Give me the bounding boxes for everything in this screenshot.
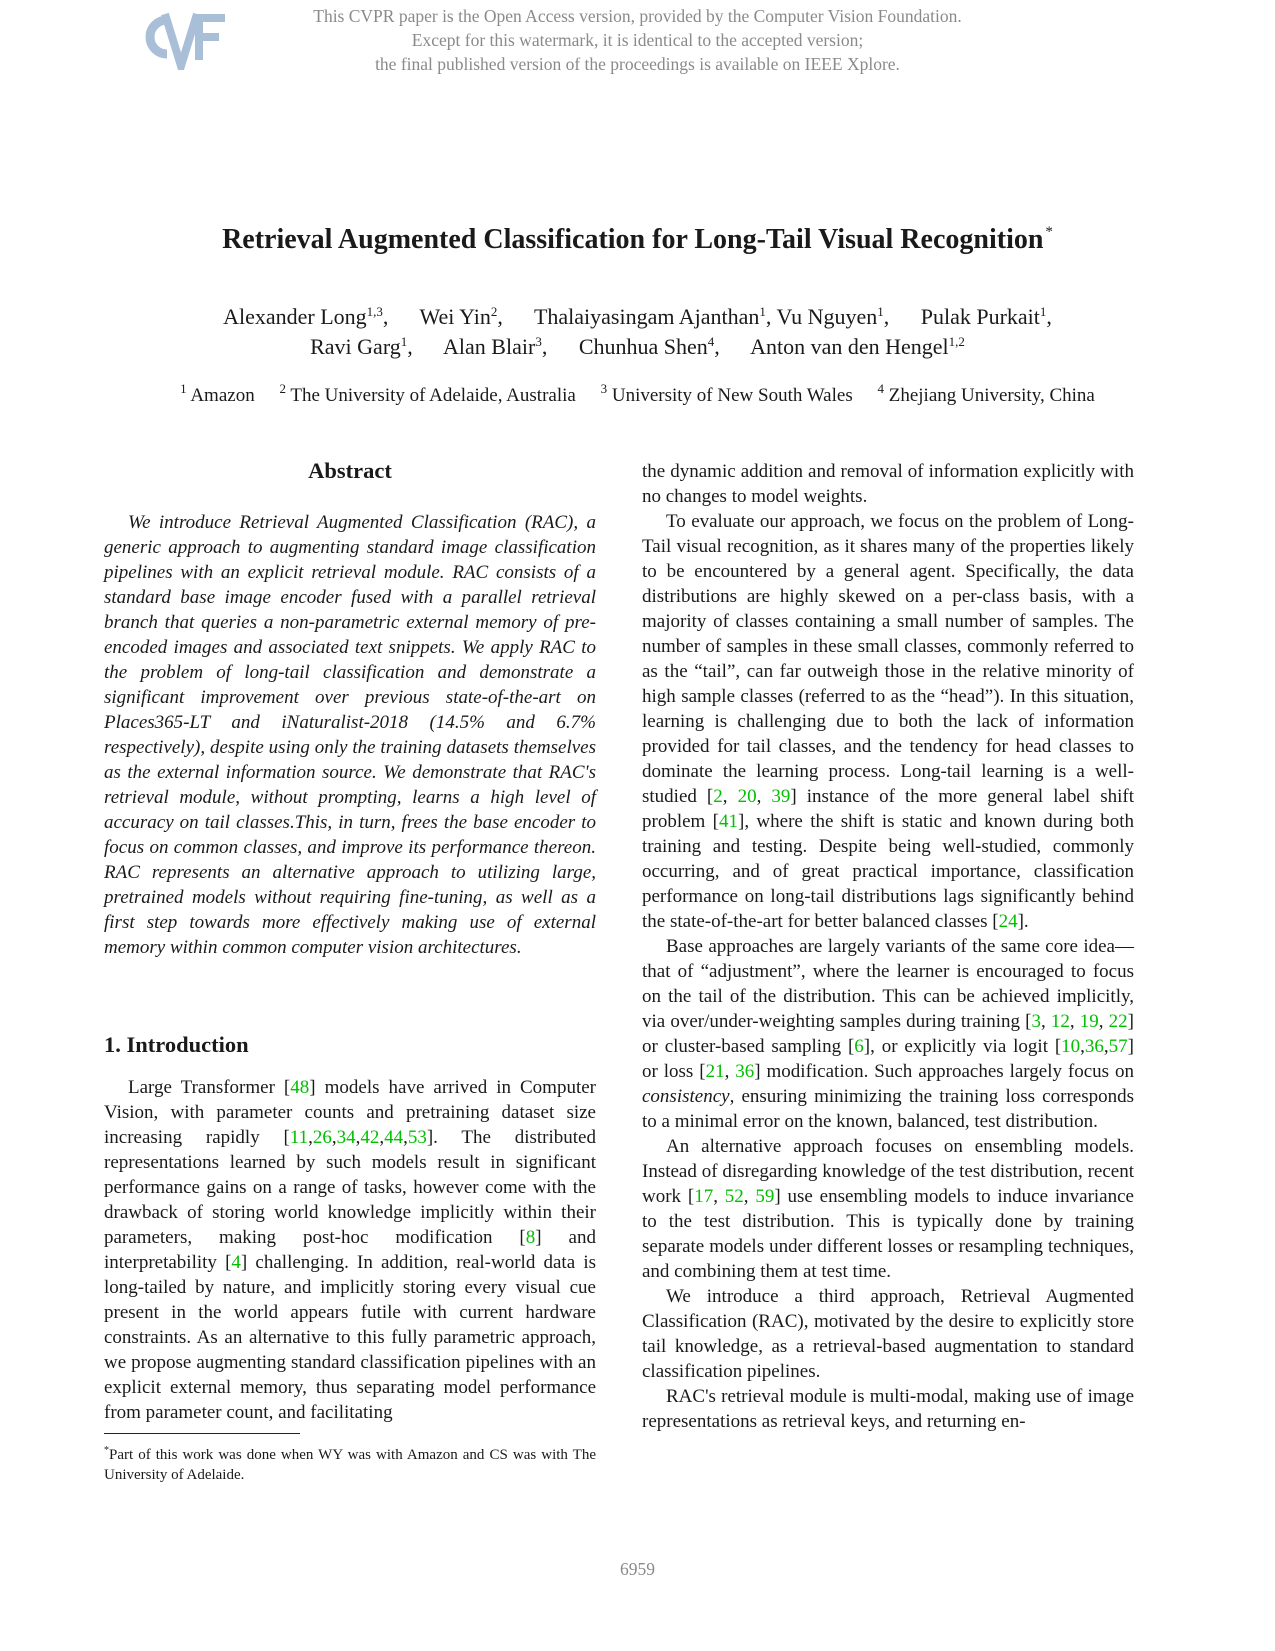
citation-link[interactable]: 39: [771, 786, 791, 807]
citation-link[interactable]: 48: [290, 1077, 310, 1098]
affiliation: $^1$ Amazon: [180, 381, 255, 406]
author: Alan Blair$^3$,: [443, 334, 548, 359]
citation-link[interactable]: 19: [1079, 1011, 1099, 1032]
paragraph: We introduce a third approach, Retrieval Augmented Classification (RAC), motivated by the desire to explicitly store tail knowledge, as a retrieval-based augmentation to standard classification pipelines.: [642, 1286, 1134, 1382]
citation-link[interactable]: 57: [1108, 1036, 1128, 1057]
citation-link[interactable]: 41: [719, 811, 738, 832]
citation-link[interactable]: 2: [713, 786, 723, 807]
section-heading-introduction: 1. Introduction: [104, 1032, 249, 1057]
paragraph: Base approaches are largely variants of the same core idea—that of “adjustment”, where the learner is encouraged to focus on the tail of the distribution. This can be achieved implicitly, via over/under-weighting samples during training [3, 12, 19, 22] or cluster-based sampling [6], or explicitly via logit [10,36,57] or loss [21, 36] modification. Such approaches largely focus on consistency, ensuring minimizing the training loss corresponds to a minimal error on the known, balanced, test distribution.: [642, 936, 1134, 1132]
citation-link[interactable]: 22: [1108, 1011, 1128, 1032]
citation-link[interactable]: 42: [360, 1127, 380, 1148]
citation-link[interactable]: 59: [755, 1186, 775, 1207]
citation-link[interactable]: 21: [705, 1061, 725, 1082]
citation-link[interactable]: 4: [231, 1252, 241, 1273]
paragraph: the dynamic addition and removal of information explicitly with no changes to model weights.: [642, 461, 1134, 507]
citation-link[interactable]: 53: [407, 1127, 427, 1148]
citation-link[interactable]: 34: [336, 1127, 356, 1148]
affiliations: [0, 376, 1275, 409]
citation-link[interactable]: 10: [1061, 1036, 1081, 1057]
paper-title: [0, 214, 1275, 258]
introduction-body: [104, 1075, 596, 1425]
paragraph: To evaluate our approach, we focus on the problem of Long-Tail visual recognition, as it shares many of the properties likely to be encountered by a general agent. Specifically, the data distributions are highly skewed on a per-class basis, with a majority of classes containing a small number of samples. The number of samples in these small classes, commonly referred to as the “tail”, can far outweigh those in the relative minority of high sample classes (referred to as the “head”). In this situation, learning is challenging due to both the lack of information provided for tail classes, and the tendency for head classes to dominate the learning process. Long-tail learning is a well-studied [2, 20, 39] instance of the more general label shift problem [41], where the shift is static and known during both training and testing. Despite being well-studied, commonly occurring, and of great practical importance, classification performance on long-tail distributions lags significantly behind the state-of-the-art for better balanced classes [24].: [642, 511, 1135, 932]
paragraph: RAC's retrieval module is multi-modal, making use of image representations as retrieval keys, and returning en-: [642, 1386, 1134, 1432]
citation-link[interactable]: 24: [998, 911, 1018, 932]
author: Wei Yin$^2$,: [419, 304, 503, 329]
author: Ravi Garg$^1$,: [310, 334, 413, 359]
author-list: [0, 327, 1275, 362]
citation-link[interactable]: 11: [289, 1127, 309, 1148]
affiliation: $^3$ University of New South Wales: [600, 381, 853, 406]
abstract-text: We introduce Retrieval Augmented Classification (RAC), a generic approach to augmenting standard image classification pipelines with an explicit retrieval module. RAC consists of a standard base image encoder fused with a parallel retrieval branch that queries a non-parametric external memory of pre-encoded images and associated text snippets. We apply RAC to the problem of long-tail classification and demonstrate a significant improvement over previous state-of-the-art on Places365-LT and iNaturalist-2018 (14.5% and 6.7% respectively), despite using only the training datasets themselves as the external information source. We demonstrate that RAC's retrieval module, without prompting, learns a high level of accuracy on tail classes.This, in turn, frees the base encoder to focus on common classes, and improve its performance thereon. RAC represents an alternative approach to utilizing large, pretrained models without requiring fine-tuning, as well as a first step towards more effectively making use of external memory within common computer vision architectures.: [104, 512, 596, 958]
citation-link[interactable]: 12: [1050, 1011, 1070, 1032]
watermark-line: the final published version of the proceedings is available on IEEE Xplore.: [375, 54, 900, 74]
author: Chunhua Shen$^4$,: [578, 334, 720, 359]
citation-link[interactable]: 17: [694, 1186, 714, 1207]
watermark-notice: [0, 4, 1275, 76]
affiliation: $^4$ Zhejiang University, China: [877, 381, 1095, 406]
footnote: *Part of this work was done when WY was with Amazon and CS was with The University of Adelaide.: [104, 1445, 596, 1483]
citation-link[interactable]: 6: [854, 1036, 864, 1057]
page-number: 6959: [620, 1559, 655, 1579]
author: Thalaiyasingam Ajanthan$^1$,: [533, 304, 772, 329]
citation-link[interactable]: 36: [735, 1061, 755, 1082]
title-text: Retrieval Augmented Classification for Long-Tail Visual Recognition: [222, 224, 1044, 255]
affiliation: $^2$ The University of Adelaide, Australia: [279, 381, 576, 406]
author: Pulak Purkait$^1$,: [920, 304, 1052, 329]
citation-link[interactable]: 8: [525, 1227, 536, 1248]
citation-link[interactable]: 52: [724, 1186, 744, 1207]
right-column: [642, 459, 1134, 1434]
paragraph: An alternative approach focuses on ensembling models. Instead of disregarding knowledge of the test distribution, recent work [17, 52, 59] use ensembling models to induce invariance to the test distribution. This is typically done by training separate models under different losses or resampling techniques, and combining them at test time.: [642, 1136, 1134, 1282]
author: Vu Nguyen$^1$,: [776, 304, 890, 329]
abstract-heading: Abstract: [308, 458, 392, 483]
citation-link[interactable]: 3: [1031, 1011, 1041, 1032]
abstract-body: [104, 510, 596, 960]
paragraph: Large Transformer [48] models have arrived in Computer Vision, with parameter counts and pretraining dataset size increasing rapidly [11,26,34,42,44,53]. The distributed representations learned by such models result in significant performance gains on a range of tasks, however come with the drawback of storing world knowledge implicitly within their parameters, making post-hoc modification [8] and interpretability [4] challenging. In addition, real-world data is long-tailed by nature, and implicitly storing every visual cue present in the world appears futile with current hardware constraints. As an alternative to this fully parametric approach, we propose augmenting standard classification pipelines with an explicit external memory, thus separating model performance from parameter count, and facilitating: [104, 1077, 596, 1423]
watermark-line: This CVPR paper is the Open Access version, provided by the Computer Vision Foundation.: [313, 6, 962, 26]
citation-link[interactable]: 44: [384, 1127, 404, 1148]
author: Anton van den Hengel$^{1,2}$: [750, 334, 965, 359]
author: Alexander Long$^{1,3}$,: [223, 304, 389, 329]
citation-link[interactable]: 20: [737, 786, 757, 807]
watermark-line: Except for this watermark, it is identical to the accepted version;: [411, 30, 864, 50]
title-footnote-mark: *: [1045, 224, 1053, 240]
citation-link[interactable]: 26: [312, 1127, 332, 1148]
citation-link[interactable]: 36: [1084, 1036, 1104, 1057]
footnote-rule: [104, 1433, 300, 1434]
